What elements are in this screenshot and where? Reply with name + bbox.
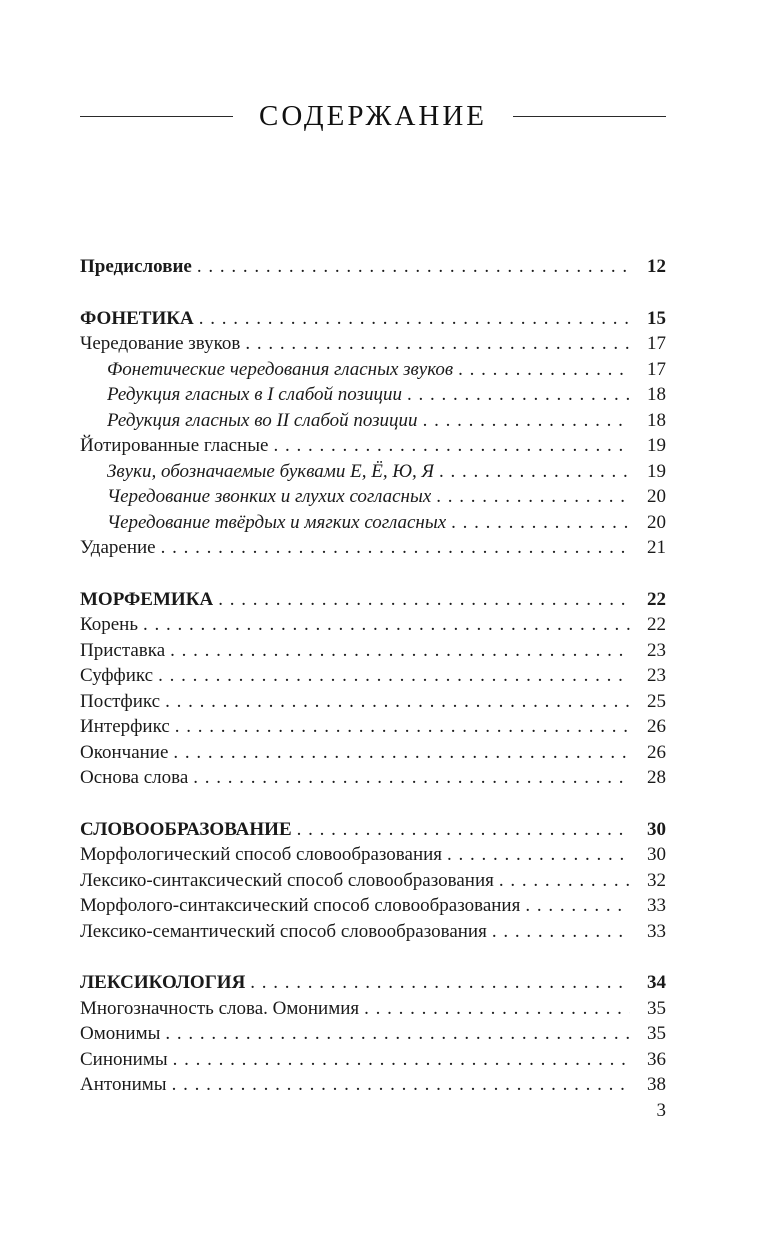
toc-leader-dots xyxy=(158,663,630,689)
toc-group xyxy=(80,587,666,791)
toc-leader-dots xyxy=(161,535,630,561)
toc-entry-label: Предисловие xyxy=(80,256,192,277)
toc-leader-dots xyxy=(525,893,630,919)
toc-entry-page: 22 xyxy=(647,588,666,610)
toc-leader-dots xyxy=(423,408,630,434)
toc-leader-dots xyxy=(407,382,630,408)
toc-entry xyxy=(80,408,666,434)
toc-header xyxy=(80,98,666,134)
toc-entry xyxy=(80,357,666,383)
toc-entry-page: 19 xyxy=(647,460,666,482)
toc-entry-label: Антонимы xyxy=(80,1074,167,1095)
toc-leader-dots xyxy=(165,1021,630,1047)
toc-entry xyxy=(80,842,666,868)
toc-leader-dots xyxy=(218,587,630,613)
toc-entry xyxy=(80,535,666,561)
toc-entry-label: Окончание xyxy=(80,741,169,763)
toc-entry-label: Чередование звуков xyxy=(80,333,241,354)
toc-entry xyxy=(80,714,666,740)
title-rule-left xyxy=(80,116,233,117)
toc-entry-label: Суффикс xyxy=(80,665,154,686)
toc-entry-page: 26 xyxy=(647,716,666,737)
toc-group xyxy=(80,970,666,1098)
toc-entry xyxy=(80,612,666,638)
toc-leader-dots xyxy=(439,459,630,485)
toc-entry xyxy=(80,587,666,613)
toc-entry-page: 12 xyxy=(647,256,666,277)
toc-leader-dots xyxy=(193,765,630,791)
toc-leader-dots xyxy=(492,919,630,945)
toc-entry-page: 30 xyxy=(647,844,666,865)
toc-entry-label: Редукция гласных во II слабой позиции xyxy=(107,409,418,431)
toc-entry-page: 21 xyxy=(647,537,666,558)
toc-group xyxy=(80,306,666,561)
toc-entry-page: 33 xyxy=(647,920,666,942)
toc-leader-dots xyxy=(273,433,630,459)
toc-entry xyxy=(80,765,666,791)
toc-entry xyxy=(80,893,666,919)
toc-entry-page: 19 xyxy=(647,435,666,456)
toc-entry xyxy=(80,1072,666,1098)
toc-entry xyxy=(80,817,666,843)
toc-entry-label: МОРФЕМИКА xyxy=(80,588,214,610)
toc-leader-dots xyxy=(143,612,630,638)
page-footer xyxy=(80,1100,666,1122)
toc-entry-label: Синонимы xyxy=(80,1048,168,1070)
toc-entry-page: 23 xyxy=(647,639,666,661)
toc-entry-label: Постфикс xyxy=(80,690,161,712)
toc-entry-page: 23 xyxy=(647,665,666,686)
toc-entry xyxy=(80,1021,666,1047)
toc-entry xyxy=(80,484,666,510)
toc-entry-page: 18 xyxy=(647,384,666,405)
toc-entry-label: Основа слова xyxy=(80,767,189,788)
toc-entry-label: Приставка xyxy=(80,639,166,661)
toc-entry-label: Лексико-семантический способ словообразования xyxy=(80,920,487,942)
toc-entry-page: 30 xyxy=(647,818,666,840)
toc-entry xyxy=(80,996,666,1022)
toc-leader-dots xyxy=(199,306,630,332)
page-title: СОДЕРЖАНИЕ xyxy=(259,99,487,132)
toc-entry xyxy=(80,689,666,715)
toc-entry-label: ФОНЕТИКА xyxy=(80,307,194,329)
toc-entry-label: Ударение xyxy=(80,537,156,558)
toc-entry-page: 15 xyxy=(647,307,666,329)
toc-entry xyxy=(80,306,666,332)
toc-entry-page: 35 xyxy=(647,1023,666,1044)
toc-entry xyxy=(80,382,666,408)
toc-leader-dots xyxy=(165,689,630,715)
toc-entry-page: 34 xyxy=(647,972,666,993)
toc-entry-label: Морфологический способ словообразования xyxy=(80,844,443,865)
title-rule-right xyxy=(513,116,666,117)
toc-entry-label: Йотированные гласные xyxy=(80,435,269,456)
toc-entry xyxy=(80,331,666,357)
toc-leader-dots xyxy=(458,357,630,383)
toc-entry xyxy=(80,970,666,996)
toc-entry-page: 20 xyxy=(647,486,666,507)
toc-leader-dots xyxy=(499,868,630,894)
toc-entry-page: 28 xyxy=(647,767,666,788)
toc-entry xyxy=(80,459,666,485)
toc-entry-label: Многозначность слова. Омонимия xyxy=(80,997,360,1019)
toc-entry xyxy=(80,638,666,664)
toc-leader-dots xyxy=(447,842,630,868)
toc-entry-label: Корень xyxy=(80,614,138,635)
toc-entry xyxy=(80,919,666,945)
toc-entry-page: 32 xyxy=(647,869,666,891)
toc-entry xyxy=(80,740,666,766)
toc-leader-dots xyxy=(170,638,630,664)
toc-leader-dots xyxy=(197,254,630,280)
toc-leader-dots xyxy=(436,484,630,510)
toc-entry-page: 18 xyxy=(647,409,666,431)
toc-entry xyxy=(80,510,666,536)
toc-entry-page: 17 xyxy=(647,358,666,380)
toc-entry-page: 25 xyxy=(647,690,666,712)
toc-leader-dots xyxy=(173,1047,630,1073)
toc-entry-label: Лексико-синтаксический способ словообразования xyxy=(80,869,494,891)
toc-entry-label: СЛОВООБРАЗОВАНИЕ xyxy=(80,818,292,840)
toc-entry-page: 38 xyxy=(647,1074,666,1095)
toc-entry-label: Морфолого-синтаксический способ словообразования xyxy=(80,895,521,916)
toc-entry-label: ЛЕКСИКОЛОГИЯ xyxy=(80,972,246,993)
toc-entry xyxy=(80,254,666,280)
toc-entry xyxy=(80,868,666,894)
toc-entry xyxy=(80,433,666,459)
toc-leader-dots xyxy=(175,714,630,740)
toc-entry-page: 36 xyxy=(647,1048,666,1070)
toc-entry-page: 26 xyxy=(647,741,666,763)
toc-entry-page: 17 xyxy=(647,333,666,354)
toc-group xyxy=(80,817,666,945)
toc-group xyxy=(80,254,666,280)
toc-entry-label: Чередование твёрдых и мягких согласных xyxy=(107,511,447,533)
toc-entry xyxy=(80,1047,666,1073)
toc-entry-label: Фонетические чередования гласных звуков xyxy=(107,358,454,380)
toc-list xyxy=(80,254,666,1098)
toc-entry-label: Звуки, обозначаемые буквами Е, Ё, Ю, Я xyxy=(107,460,434,482)
toc-entry-page: 33 xyxy=(647,895,666,916)
toc-leader-dots xyxy=(250,970,630,996)
toc-entry-label: Чередование звонких и глухих согласных xyxy=(107,486,432,507)
toc-entry-page: 22 xyxy=(647,614,666,635)
toc-entry-page: 20 xyxy=(647,511,666,533)
page-number: 3 xyxy=(656,1100,666,1121)
toc-entry-page: 35 xyxy=(647,997,666,1019)
toc-entry-label: Интерфикс xyxy=(80,716,170,737)
toc-entry-label: Омонимы xyxy=(80,1023,161,1044)
toc-entry-label: Редукция гласных в I слабой позиции xyxy=(107,384,402,405)
toc-leader-dots xyxy=(364,996,630,1022)
toc-leader-dots xyxy=(451,510,630,536)
toc-leader-dots xyxy=(297,817,630,843)
toc-leader-dots xyxy=(172,1072,630,1098)
toc-leader-dots xyxy=(173,740,630,766)
toc-entry xyxy=(80,663,666,689)
toc-leader-dots xyxy=(245,331,630,357)
